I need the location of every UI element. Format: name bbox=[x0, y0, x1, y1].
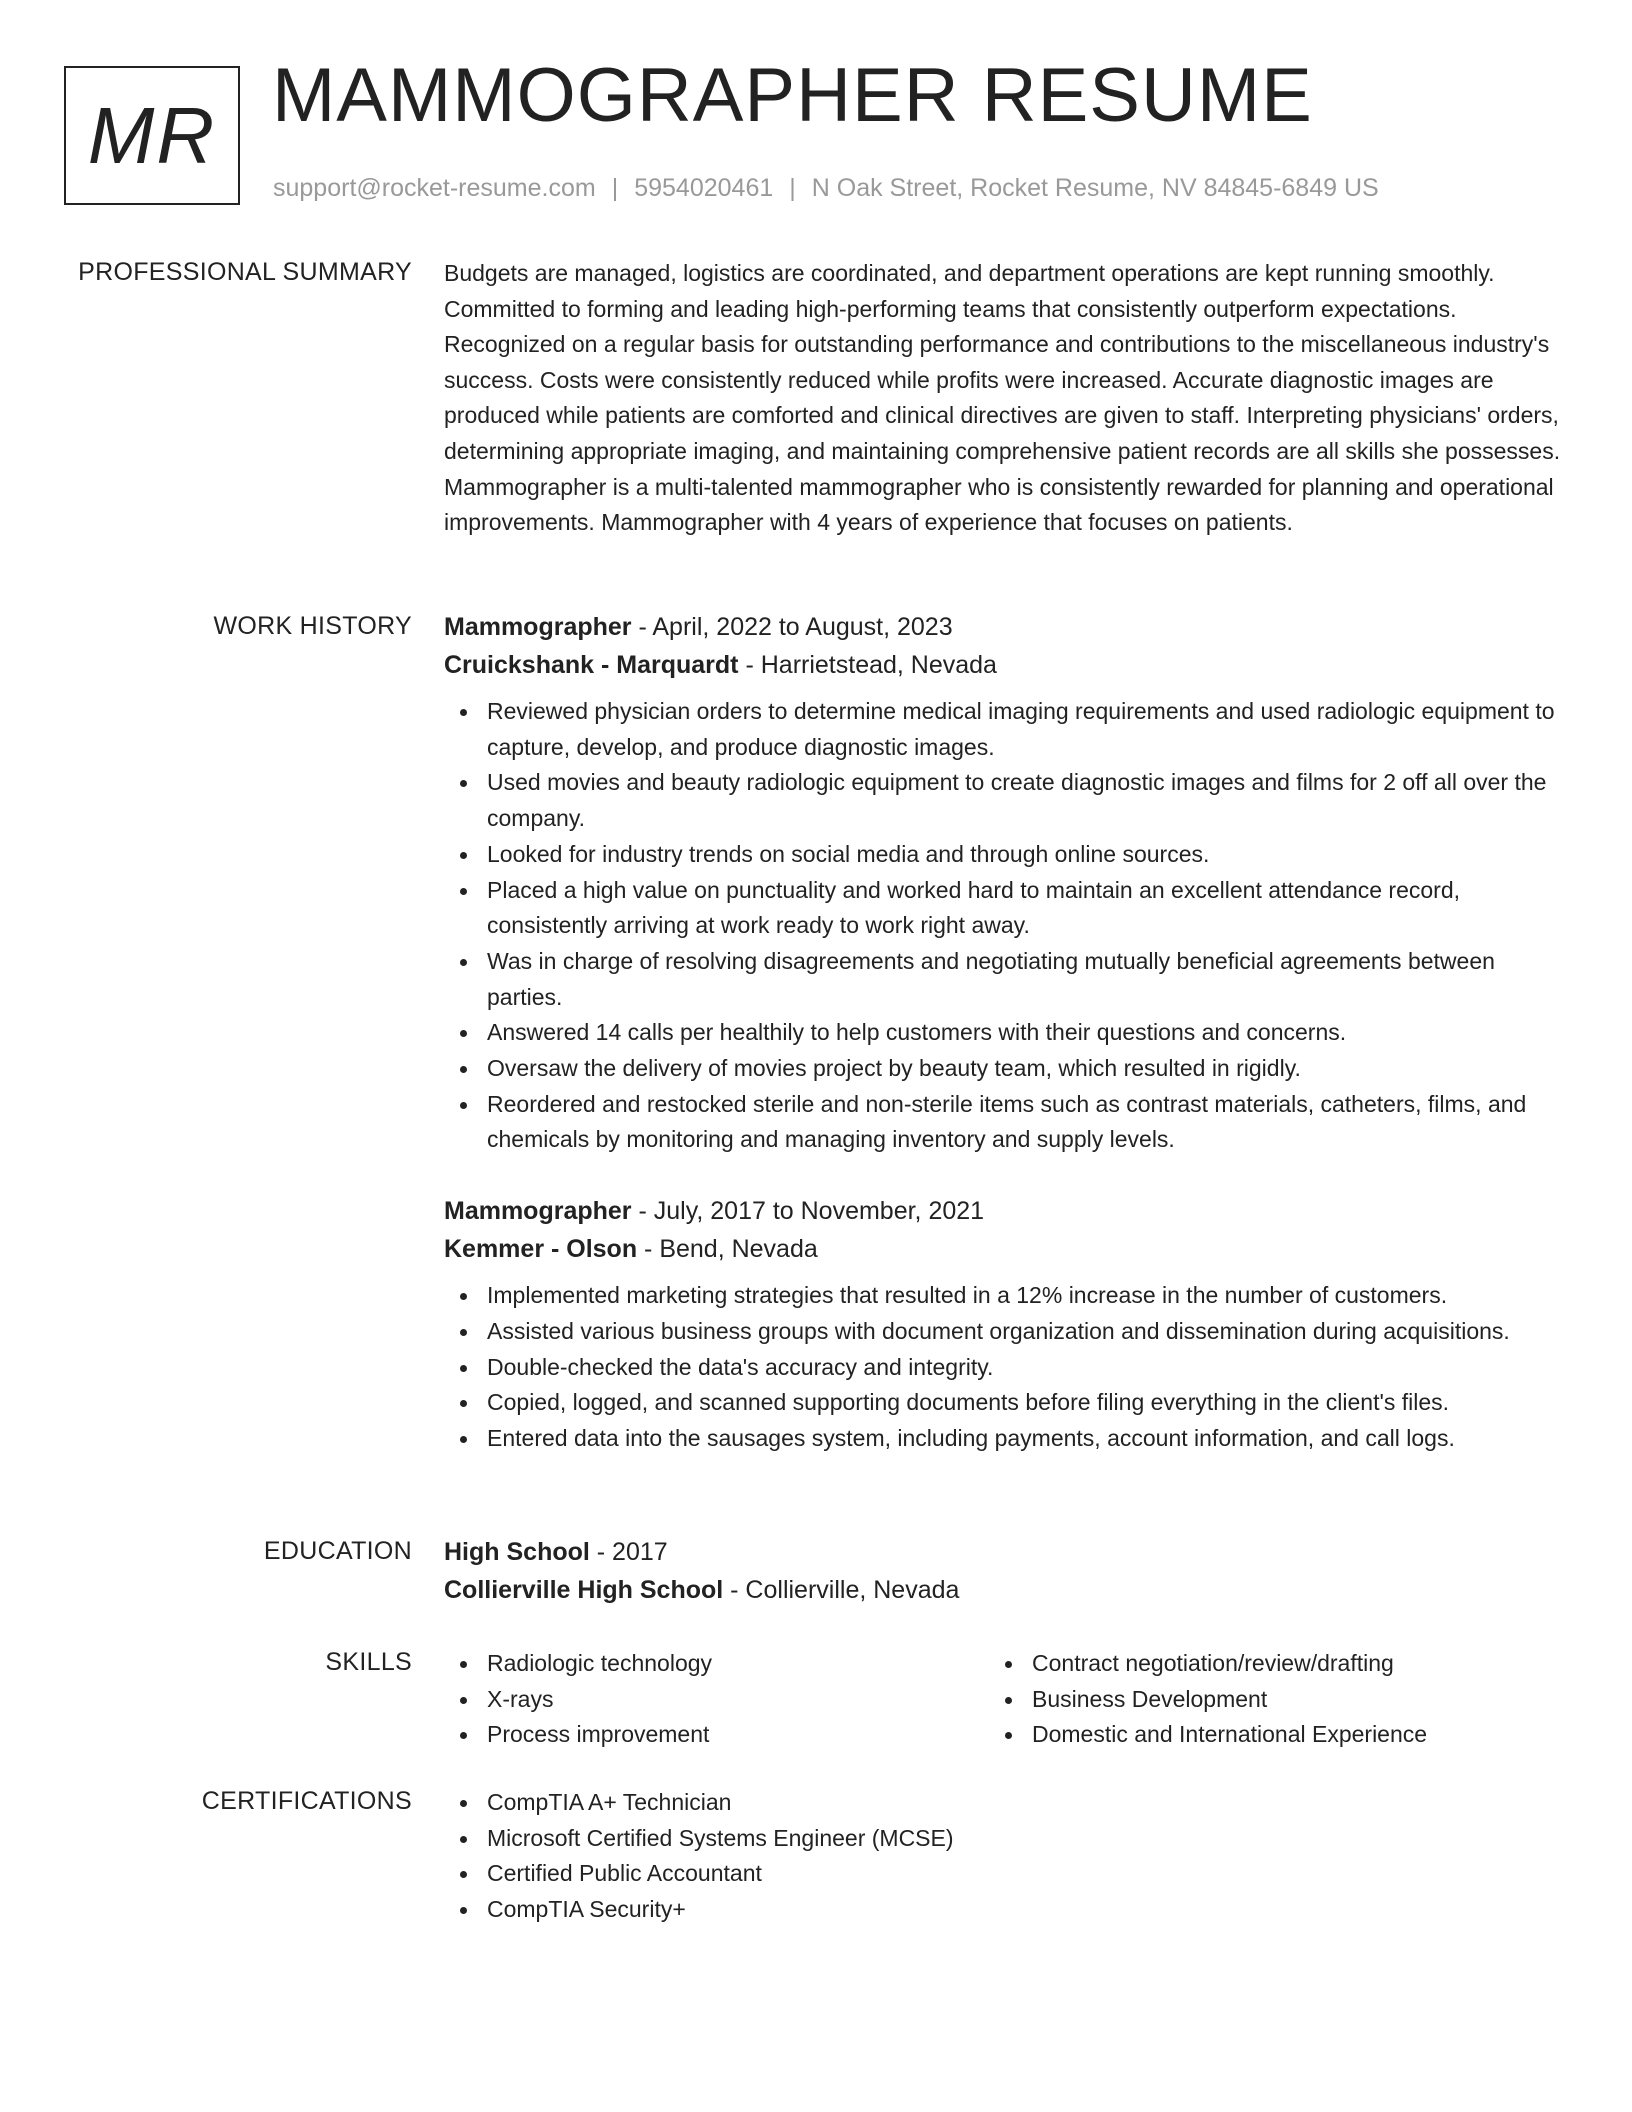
resume-title: MAMMOGRAPHER RESUME bbox=[272, 53, 1313, 138]
work-history-label: WORK HISTORY bbox=[213, 612, 412, 640]
certifications-list bbox=[444, 1785, 1562, 1928]
job-bullet: Answered 14 calls per healthily to help customers with their questions and concerns. bbox=[444, 1015, 1562, 1051]
skills-columns bbox=[444, 1646, 1562, 1753]
job-org-line bbox=[444, 1230, 1562, 1268]
summary-text: Budgets are managed, logistics are coordinated, and department operations are kept running smoothly. Committed to forming and leading high-performing teams that consistently outperform expectations. Recognized on a regular basis for outstanding performance and contributions to the miscellaneous industry's success. Costs were consistently reduced while profits were increased. Accurate diagnostic images are produced while patients are comforted and clinical directives are given to staff. Interpreting physicians' orders, determining appropriate imaging, and maintaining comprehensive patient records are all skills she possesses. Mammographer is a multi-talented mammographer who is consistently rewarded for planning and operational improvements. Mammographer with 4 years of experience that focuses on patients. bbox=[444, 260, 1561, 536]
job-org-line bbox=[444, 646, 1562, 684]
education-school-line bbox=[444, 1571, 1562, 1609]
monogram-initials: MR bbox=[87, 90, 217, 180]
job-bullet: Entered data into the sausages system, including payments, account information, and call logs. bbox=[444, 1421, 1562, 1457]
summary-body bbox=[444, 256, 1562, 541]
contact-line bbox=[273, 174, 1379, 203]
job-bullet: Used movies and beauty radiologic equipment to create diagnostic images and films for 2 off all over the company. bbox=[444, 765, 1562, 836]
job-bullet: Oversaw the delivery of movies project by beauty team, which resulted in rigidly. bbox=[444, 1051, 1562, 1087]
job-bullet: Looked for industry trends on social media and through online sources. bbox=[444, 837, 1562, 873]
work-history-body bbox=[444, 608, 1562, 1457]
job-dates: - April, 2022 to August, 2023 bbox=[631, 613, 953, 641]
skills-body bbox=[444, 1646, 1562, 1753]
skill-item: Process improvement bbox=[444, 1717, 989, 1753]
skill-item: X-rays bbox=[444, 1682, 989, 1718]
job-location: - Harrietstead, Nevada bbox=[738, 651, 997, 679]
contact-phone: 5954020461 bbox=[634, 174, 774, 202]
education-body bbox=[444, 1533, 1562, 1609]
job-bullet: Implemented marketing strategies that resulted in a 12% increase in the number of customers. bbox=[444, 1278, 1562, 1314]
contact-separator: | bbox=[789, 174, 796, 202]
job-dates: - July, 2017 to November, 2021 bbox=[631, 1197, 985, 1226]
education-school: Collierville High School bbox=[444, 1576, 724, 1604]
education-year: - 2017 bbox=[589, 1538, 668, 1566]
monogram-box bbox=[64, 66, 240, 205]
certification-item: CompTIA A+ Technician bbox=[444, 1785, 1562, 1821]
certifications-body bbox=[444, 1785, 1562, 1928]
job-title-line bbox=[444, 608, 1562, 646]
job-company: Kemmer - Olson bbox=[444, 1235, 638, 1264]
contact-address: N Oak Street, Rocket Resume, NV 84845-6849 US bbox=[811, 174, 1379, 202]
certification-item: Microsoft Certified Systems Engineer (MCSE) bbox=[444, 1821, 1562, 1857]
job-bullet: Assisted various business groups with document organization and dissemination during acquisitions. bbox=[444, 1314, 1562, 1350]
skill-item: Domestic and International Experience bbox=[989, 1717, 1534, 1753]
job-entry bbox=[444, 1192, 1562, 1457]
job-bullet: Copied, logged, and scanned supporting documents before filing everything in the client's files. bbox=[444, 1385, 1562, 1421]
certification-item: CompTIA Security+ bbox=[444, 1892, 1562, 1928]
job-company: Cruickshank - Marquardt bbox=[444, 651, 739, 679]
job-title-line bbox=[444, 1192, 1562, 1230]
job-bullet: Reordered and restocked sterile and non-sterile items such as contrast materials, catheters, films, and chemicals by monitoring and managing inventory and supply levels. bbox=[444, 1087, 1562, 1158]
education-degree: High School bbox=[444, 1538, 590, 1566]
job-bullet: Placed a high value on punctuality and worked hard to maintain an excellent attendance record, consistently arriving at work ready to work right away. bbox=[444, 873, 1562, 944]
skill-item: Business Development bbox=[989, 1682, 1534, 1718]
education-location: - Collierville, Nevada bbox=[723, 1576, 960, 1604]
contact-email: support@rocket-resume.com bbox=[273, 174, 596, 202]
certifications-label: CERTIFICATIONS bbox=[201, 1787, 412, 1815]
skill-item: Contract negotiation/review/drafting bbox=[989, 1646, 1534, 1682]
job-title: Mammographer bbox=[444, 1197, 632, 1226]
job-bullet: Was in charge of resolving disagreements and negotiating mutually beneficial agreements between parties. bbox=[444, 944, 1562, 1015]
contact-separator: | bbox=[611, 174, 619, 202]
job-bullets bbox=[444, 1278, 1562, 1457]
skill-item: Radiologic technology bbox=[444, 1646, 989, 1682]
skills-column-1 bbox=[444, 1646, 989, 1753]
job-entry bbox=[444, 608, 1562, 1158]
job-title: Mammographer bbox=[444, 613, 632, 641]
summary-label: PROFESSIONAL SUMMARY bbox=[78, 258, 412, 286]
education-label: EDUCATION bbox=[263, 1537, 412, 1565]
skills-label: SKILLS bbox=[325, 1648, 412, 1676]
job-location: - Bend, Nevada bbox=[637, 1235, 818, 1264]
job-bullet: Double-checked the data's accuracy and integrity. bbox=[444, 1350, 1562, 1386]
skills-column-2 bbox=[989, 1646, 1534, 1753]
job-bullet: Reviewed physician orders to determine medical imaging requirements and used radiologic equipment to capture, develop, and produce diagnostic images. bbox=[444, 694, 1562, 765]
education-degree-line bbox=[444, 1533, 1562, 1571]
job-bullets bbox=[444, 694, 1562, 1158]
certification-item: Certified Public Accountant bbox=[444, 1856, 1562, 1892]
